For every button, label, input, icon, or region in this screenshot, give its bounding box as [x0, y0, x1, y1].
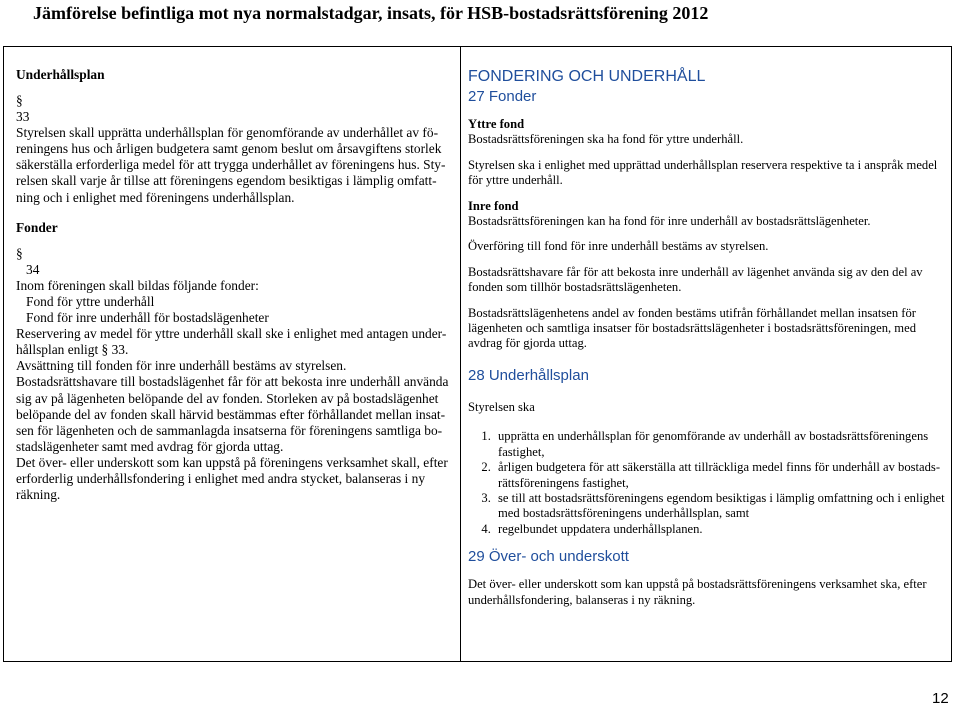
- styrelsen-ska-text: Styrelsen ska: [468, 399, 535, 414]
- text-line: ning och i enlighet med föreningens underhållsplan.: [16, 189, 295, 205]
- right-column-new-statutes: [468, 67, 946, 608]
- inre-fond-text: Bostadsrättsföreningen kan ha fond för inre underhåll av bostadsrättslägenheter.: [468, 214, 871, 229]
- text-line: Bostadsrättshavare till bostadslägenhet får för att bekosta inre underhåll använda: [16, 374, 449, 390]
- left-column-old-statutes: [16, 67, 452, 503]
- page-title: Jämförelse befintliga mot nya normalstadgar, insats, för HSB-bostadsrättsförening 2012: [33, 3, 709, 23]
- heading-inre-fond: Inre fond: [468, 198, 519, 213]
- section-number-33: 33: [16, 109, 30, 125]
- andel-text: Bostadsrättslägenhetens andel av fonden bestäms utifrån förhållandet mellan insatsen för lägenheten och samtliga insatser för bostadsrättslägenheter i bostadsrättsföreningen, med avdrag för gjorda uttag.: [468, 305, 916, 351]
- list-item: 1. upprätta en underhållsplan för genomförande av underhåll av bostadsrättsföreningens fastighet,: [494, 429, 946, 460]
- text-line: Styrelsen skall upprätta underhållsplan för genomförande av underhållet av fö-: [16, 125, 439, 141]
- text-line: relsen skall varje år tillse att föreningens egendom besiktigas i lämplig omfatt-: [16, 173, 437, 189]
- list-item: 2. årligen budgetera för att säkerställa att tillräckliga medel finns för underhåll av bostads-rättsföreningens fastighet,: [494, 460, 946, 491]
- heading-fondering: FONDERING OCH UNDERHÅLL: [468, 68, 706, 85]
- column-divider: [460, 47, 461, 661]
- section-27-heading: 27 Fonder: [468, 88, 537, 105]
- list-item: 3. se till att bostadsrättsföreningens egendom besiktigas i lämplig omfattning och i enlighet med bostadsrättsföreningens underhållsplan, samt: [494, 491, 946, 522]
- text-line: sen för lägenheten och de sammanlagda insatserna för föreningens samtliga bo-: [16, 422, 443, 438]
- text-line: Reservering av medel för yttre underhåll skall ske i enlighet med antagen under-: [16, 326, 447, 342]
- styrelsen-reservera-text: Styrelsen ska i enlighet med upprättad underhållsplan reservera respektive ta i anspråk medel för yttre underhåll.: [468, 157, 938, 188]
- text-line: Fond för inre underhåll för bostadslägenheter: [26, 310, 269, 326]
- yttre-fond-text: Bostadsrättsföreningen ska ha fond för yttre underhåll.: [468, 132, 744, 147]
- text-line: reningens hus och årligen budgetera samt genom beslut om årsavgiftens storlek: [16, 141, 442, 157]
- section-symbol: §: [16, 245, 23, 261]
- text-line: Inom föreningen skall bildas följande fonder:: [16, 277, 259, 293]
- text-line: belöpande del av fonden skall härvid bestämmas efter förhållandet mellan insat-: [16, 406, 446, 422]
- text-line: Fond för yttre underhåll: [26, 293, 155, 309]
- section-symbol: §: [16, 93, 23, 109]
- heading-yttre-fond: Yttre fond: [468, 117, 525, 131]
- section-number-34: 34: [26, 261, 40, 277]
- text-line: hållsplan enligt § 33.: [16, 342, 129, 358]
- paragraph-33: [16, 125, 452, 205]
- page-number: 12: [932, 690, 949, 707]
- text-line: räkning.: [16, 487, 61, 503]
- text-line: sig av på lägenheten belöpande del av fonden. Storleken av på bostadslägenhet: [16, 390, 439, 406]
- duties-list: [468, 429, 946, 537]
- text-line: erforderlig underhållsfondering i enlighet med andra stycket, balanseras i ny: [16, 470, 426, 486]
- heading-fonder: Fonder: [16, 219, 58, 235]
- bostadsrattshavare-text: Bostadsrättshavare får för att bekosta inre underhåll av lägenhet använda sig av den del av fonden som tillhör bostadsrättslägenheten.: [468, 264, 923, 295]
- paragraph-34: [16, 278, 452, 503]
- text-line: stadslägenheter samt med avdrag för gjorda uttag.: [16, 438, 284, 454]
- list-item: 4. regelbundet uppdatera underhållsplanen.: [494, 522, 946, 537]
- text-line: Det över- eller underskott som kan uppstå på föreningens verksamhet skall, efter: [16, 454, 448, 470]
- section-28-heading: 28 Underhållsplan: [468, 366, 589, 384]
- overforing-text: Överföring till fond för inre underhåll bestäms av styrelsen.: [468, 239, 769, 254]
- heading-underhallsplan: Underhållsplan: [16, 67, 105, 82]
- section-29-text: Det över- eller underskott som kan uppstå på bostadsrättsföreningens verksamhet ska, efter underhållsfondering, balanseras i ny räkning.: [468, 577, 927, 607]
- text-line: säkerställa erforderliga medel för att trygga underhållet av föreningens hus. Sty-: [16, 157, 446, 173]
- text-line: Avsättning till fonden för inre underhåll bestäms av styrelsen.: [16, 358, 347, 374]
- comparison-table: [3, 46, 952, 662]
- section-29-heading: 29 Över- och underskott: [468, 548, 629, 566]
